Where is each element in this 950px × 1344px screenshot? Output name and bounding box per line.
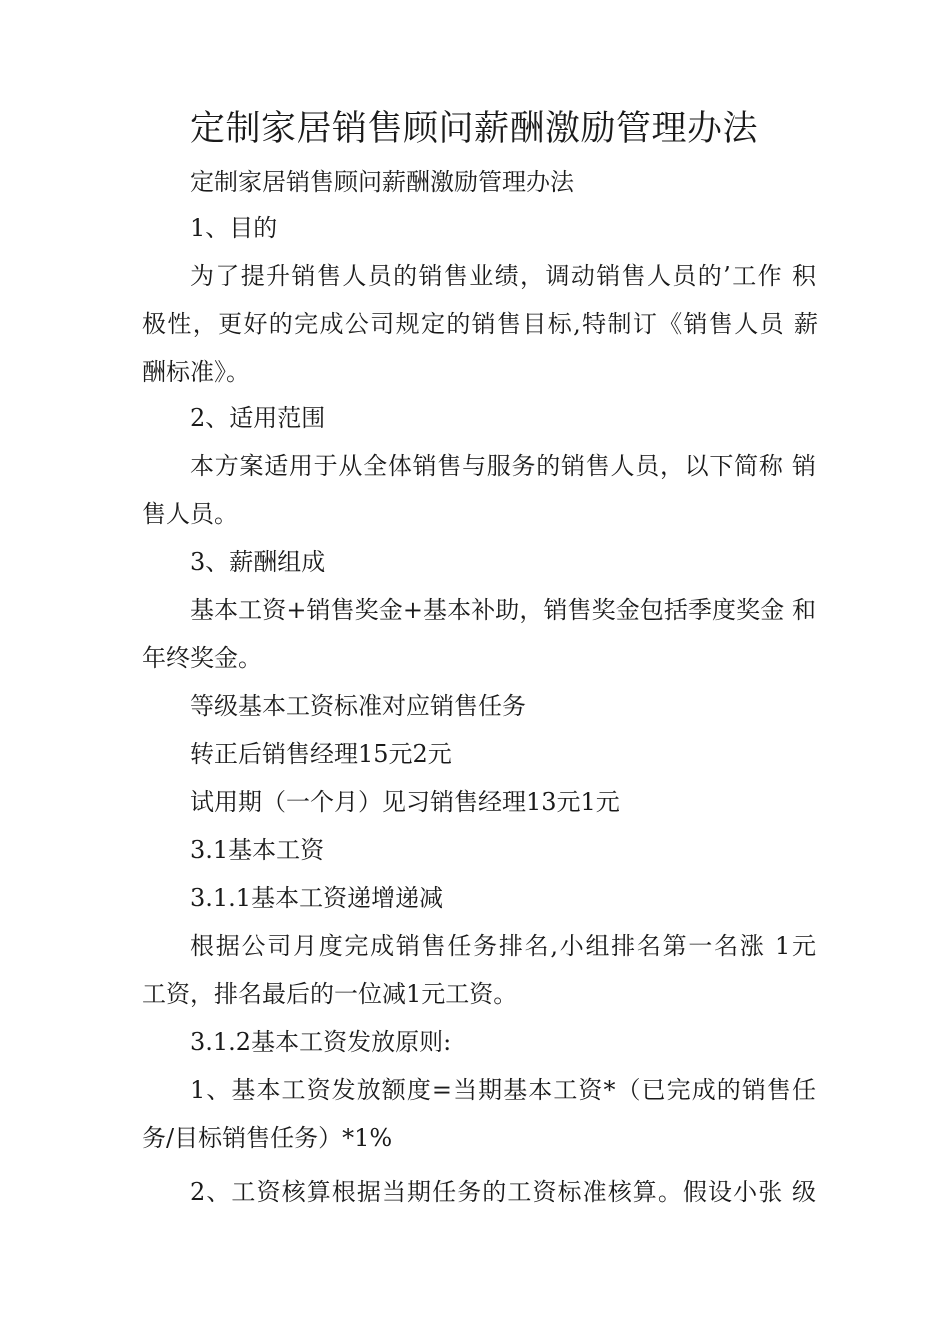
paragraph-line: 基本工资+销售奖金+基本补助，销售奖金包括季度奖金 和 bbox=[190, 596, 816, 624]
paragraph-line: 极性，更好的完成公司规定的销售目标,特制订《销售人员 薪 bbox=[142, 310, 818, 338]
paragraph-line: 2、工资核算根据当期任务的工资标准核算。假设小张 级 bbox=[190, 1178, 816, 1206]
paragraph-line: 本方案适用于从全体销售与服务的销售人员，以下简称 销 bbox=[190, 452, 816, 480]
subtitle-line: 定制家居销售顾问薪酬激励管理办法 bbox=[190, 168, 574, 196]
paragraph-line: 等级基本工资标准对应销售任务 bbox=[190, 692, 526, 720]
paragraph-line: 务/目标销售任务）*1% bbox=[142, 1124, 393, 1152]
paragraph-line: 年终奖金。 bbox=[142, 644, 262, 672]
section-heading-purpose: 1、目的 bbox=[190, 214, 278, 242]
section-heading-scope: 2、适用范围 bbox=[190, 404, 326, 432]
document-title: 定制家居销售顾问薪酬激励管理办法 bbox=[190, 109, 759, 149]
paragraph-line: 工资，排名最后的一位减1元工资。 bbox=[142, 980, 518, 1008]
section-heading-payment: 3.1.2基本工资发放原则: bbox=[190, 1028, 452, 1056]
section-heading-salary: 3、薪酬组成 bbox=[190, 548, 326, 576]
paragraph-line: 1、基本工资发放额度=当期基本工资*（已完成的销售任 bbox=[190, 1076, 816, 1104]
paragraph-line: 转正后销售经理15元2元 bbox=[190, 740, 452, 768]
section-heading-increment: 3.1.1基本工资递增递减 bbox=[190, 884, 444, 912]
paragraph-line: 售人员。 bbox=[142, 500, 238, 528]
paragraph-line: 根据公司月度完成销售任务排名,小组排名第一名涨 1元 bbox=[190, 932, 816, 960]
paragraph-line: 酬标准》。 bbox=[142, 358, 250, 386]
paragraph-line: 试用期（一个月）见习销售经理13元1元 bbox=[190, 788, 620, 816]
section-heading-base-salary: 3.1基本工资 bbox=[190, 836, 325, 864]
paragraph-line: 为了提升销售人员的销售业绩，调动销售人员的’工作 积 bbox=[190, 262, 816, 290]
